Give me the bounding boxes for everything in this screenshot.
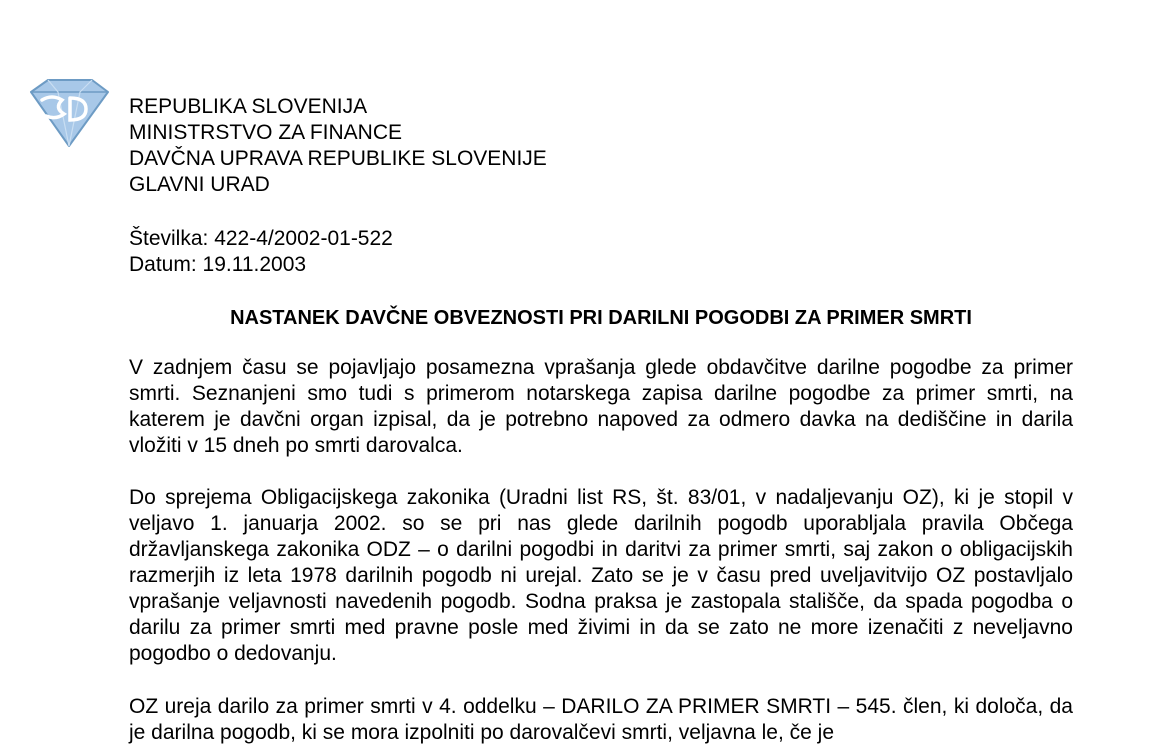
letterhead-office: GLAVNI URAD bbox=[129, 173, 270, 196]
document-title: NASTANEK DAVČNE OBVEZNOSTI PRI DARILNI POGODBI ZA PRIMER SMRTI bbox=[230, 307, 972, 329]
reference-number: Številka: 422-4/2002-01-522 bbox=[129, 227, 393, 250]
durs-logo bbox=[28, 78, 110, 148]
paragraph-2: Do sprejema Obligacijskega zakonika (Uradni list RS, št. 83/01, v nadaljevanju OZ), ki je stopil v veljavo 1. januarja 2002. so se pri nas glede darilnih pogodb uporabljala pravila Občega državljanskega zakonika ODZ – o darilni pogodbi in daritvi za primer smrti, saj zakon o obligacijskih razmerjih iz leta 1978 darilnih pogodb ni urejal. Zato se je v času pred uveljavitvijo OZ postavljalo vprašanje veljavnosti navedenih pogodb. Sodna praksa je zastopala stališče, da spada pogodba o darilu za primer smrti med pravne posle med živimi in da se zato ne more izenačiti z neveljavno pogodbo o dedovanju. bbox=[129, 486, 1073, 665]
letterhead-ministry: MINISTRSTVO ZA FINANCE bbox=[129, 121, 403, 144]
reference-date: Datum: 19.11.2003 bbox=[129, 253, 307, 276]
paragraph-1: V zadnjem času se pojavljajo posamezna vprašanja glede obdavčitve darilne pogodbe za primer smrti. Seznanjeni smo tudi s primerom notarskega zapisa darilne pogodbe za primer smrti, na katerem je davčni organ izpisal, da je potrebno napoved za odmero davka na dediščine in darila vložiti v 15 dneh po smrti darovalca. bbox=[129, 356, 1073, 457]
letterhead-administration: DAVČNA UPRAVA REPUBLIKE SLOVENIJE bbox=[129, 147, 547, 170]
letterhead-country: REPUBLIKA SLOVENIJA bbox=[129, 95, 368, 118]
document-reference bbox=[129, 226, 393, 278]
paragraph-3: OZ ureja darilo za primer smrti v 4. oddelku – DARILO ZA PRIMER SMRTI – 545. člen, ki določa, da je darilna pogodb, ki se mora izpolniti po darovalčevi smrti, veljavna le, če je bbox=[129, 695, 1073, 744]
letterhead bbox=[129, 94, 547, 198]
